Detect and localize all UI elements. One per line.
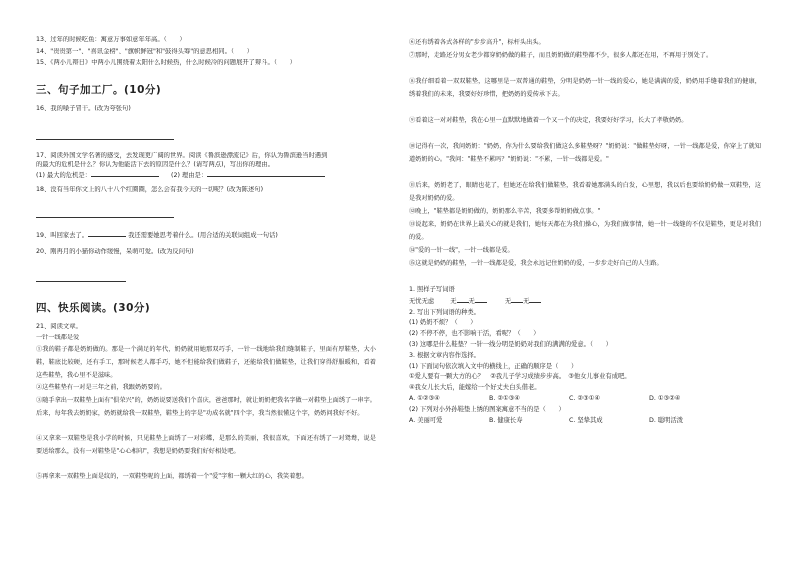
choice-c[interactable]: C. ②③①④ [569,394,600,402]
word-prefix-1: 无 [450,297,457,305]
section-3-title: 三、句子加工厂。(10分) [36,83,162,96]
answer-line-16[interactable] [36,125,376,144]
word-prefix-4: 无 [523,297,530,305]
answer-blank-17-1[interactable] [91,170,159,177]
question-19 [36,230,376,241]
question-17-answers [36,170,376,181]
question-16: 16、我的嗓子冒干。(改为夸张句) [36,104,131,112]
passage-paragraph-14: ⑭"爱的一针一线"，一针一线都是爱。 [409,247,514,254]
answer-blank-17-2[interactable] [207,170,325,177]
passage-paragraph-7: ⑦那时，走路还分男女老少都穿奶奶做的鞋子，而且奶奶做的鞋垫都不少，很多人都还在用，不再用于别处了。 [409,52,713,59]
passage-paragraph-10: ⑩记得有一次，我问奶奶："奶奶，你为什么要给我们做这么多鞋垫呀？"奶奶说："做鞋垫好呀，一针一线都是爱，你穿上了就知道奶奶的心。"我问："鞋垫不累吗？"奶奶说："不累，一针一线都是爱。" [409,143,761,163]
passage-title: 一针一线都是爱 [36,333,80,341]
subquestion-3-1-options: ①爱人要有一颗大方的心？ ②我儿子学习成绩步步高。 ③他女儿事业有成吧。 [409,373,631,381]
choice-a[interactable]: A. ①②③④ [409,394,440,402]
passage-paragraph-13: ⑬说起来，奶奶在世界上最关心的就是我们，她每天都在为我们操心，为我们做事情，她一针一线缝的不仅是鞋垫，更是对我们的爱。 [409,221,761,241]
passage-paragraph-4: ④又拿来一双鞋垫是我小学的时候，只见鞋垫上面绣了一对彩蝶，是那么的美丽，我很喜欢，下面还有绣了一对鸳鸯，说是要送给那么，没有一对鞋垫是"心心相印"，我想是奶奶要我们好好相处吧。 [36,435,376,456]
subquestion-3-1-choices [409,394,761,405]
word-example: 无忧无虑 [409,297,435,305]
choice-d[interactable]: D. ①③②④ [649,394,681,402]
question-19-part2: 我还需要她思考着什么。(用合适的关联词组成一句话) [128,231,278,239]
question-17-sub2: (2) 理由是： [171,171,208,179]
question-17-sub1: (1) 最大的危机是： [36,171,91,179]
question-17-line2: 的最大的危机是什么？你认为他能活下去的原因是什么？(请写两点)，写出你的理由。 [36,160,274,168]
passage-paragraph-5: ⑤再拿来一双鞋垫上面是纹的，一双鞋垫呢的上面，都绣着一个"爱"字和一颗大红的心，我笑着想。 [36,473,308,481]
subquestion-2: 2. 写出下列词语的种类。 [409,308,480,316]
choice-c-2[interactable]: C. 坚挚其成 [569,416,603,424]
subquestion-3-2-choices [409,416,761,427]
answer-line-18[interactable] [36,203,376,222]
word-blank-2a[interactable] [511,296,523,303]
word-blank-1b[interactable] [475,296,487,303]
section-4-title: 四、快乐阅读。(30分) [36,301,151,314]
subquestion-1-answers [409,296,761,308]
question-20: 20、刚再月的小猫你动作缓慢，呆萌可爱。(改为反问句) [36,248,194,256]
word-blank-2b[interactable] [529,296,541,303]
subquestion-3-1-option4: ④我女儿长大后，能嫁给一个好丈夫白头偕老。 [409,384,541,392]
word-blank-1a[interactable] [457,296,469,303]
passage-paragraph-12: ⑫晚上，"鞋垫都是奶奶做的，奶奶那么辛苦，我要多帮奶奶做点事。" [409,208,601,215]
choice-b-2[interactable]: B. 健康长寿 [489,416,523,424]
answer-line-20[interactable] [36,267,376,286]
question-19-part1: 19、叫回家去了。 [36,231,89,239]
passage-paragraph-15: ⑮这就是奶奶的鞋垫，一针一线都是爱，我会永远记住奶奶的爱，一步步走好自己的人生路。 [409,260,663,267]
subquestion-2-2: (2) 不停不停，也不影响干活，看呢？（ ） [409,330,540,338]
question-13: 13、过年的时候吃鱼：寓意万事如意年年高。（ ） [36,36,186,43]
passage-paragraph-6: ⑥还有绣着各式各样的"步步高升"，标杆头出头。 [409,39,545,46]
passage-paragraph-9: ⑨看着这一对对鞋垫，我在心里一直默默地做着一个又一个的决定，我要好好学习，长大了孝敬奶奶。 [409,117,688,124]
word-prefix-2: 无 [468,297,475,305]
passage-paragraph-2: ②这些鞋垫有一对是三年之前，我跟奶奶要的。 [36,384,166,392]
left-column [36,36,376,496]
choice-b[interactable]: B. ②①③④ [489,394,520,402]
subquestion-3-1: (1) 下面词句依次填入文中的横线上，正确的顺序是（ ） [409,362,578,370]
question-18: 18、没有当年你文上的八十八个红圈圈，怎么会有我今天的一切呢？(改为陈述句) [36,186,264,194]
passage-paragraph-8: ⑧我仔细看着一双双鞋垫，这哪里是一双普通的鞋垫，分明是奶奶一针一线的爱心，她是满满的爱，奶奶用手缝着我们的健康，绣着我们的未来，我要好好珍惜，把奶奶的爱传承下去。 [409,78,761,98]
subquestion-2-1: (1) 奶奶不烦？（ ） [409,319,477,327]
answer-blank-19[interactable] [88,230,126,237]
passage-paragraph-1: ①我的鞋子都是奶奶做的。那是一个满足的年代，奶奶就用她那双巧手，一针一线地给我们缝制鞋子，里面有厚鞋垫，大小鞋，鞋底比较硬，还有手工，那时候老人都手巧，她不但能给我们做鞋子，还能给我们做鞋垫，让我们穿得舒服暖和，看着这些鞋垫，我心里不是滋味。 [36,346,376,380]
subquestion-2-3: (3) 这哪是什么鞋垫？一针一线分明是奶奶对我们的满满的爱意。（ ） [409,340,612,348]
question-17-line1: 17、阅读外国文学名著的感受，去发现更广阔的世界。阅读《鲁滨逊漂流记》后，你认为鲁滨逊当时遇到 [36,152,328,160]
word-prefix-3: 无 [504,297,512,305]
choice-d-2[interactable]: D. 聪明活泼 [649,416,684,424]
passage-paragraph-11: ⑪后来，奶奶老了，眼睛也花了，但她还在给我们做鞋垫，我看着她那满头的白发，心里想，我以后也要给奶奶做一双鞋垫，这是我对奶奶的爱。 [409,182,761,202]
right-column [409,36,761,426]
question-15: 15、《两小儿辩日》中两小儿围绕着太阳什么时候热，什么时候冷的问题展开了辩斗。（ ） [36,59,296,67]
subquestion-3: 3. 根据文章内容作选择。 [409,351,480,359]
passage-paragraph-3: ③随手拿出一双鞋垫上面有"俱荣兴"的，奶奶说要送我们个喜庆，爸爸那时，就让奶奶把我名字做一对鞋垫上面绣了一串字。后来，每年我去奶奶家，奶奶就给我一双鞋垫，鞋垫上的字是"功成名就"四个字，我当然很懂这个字，奶奶问我好不好。 [36,397,376,418]
subquestion-3-2: (2) 下列对小外孙鞋垫上绣的图案寓意不当的是（ ） [409,405,565,413]
choice-a-2[interactable]: A. 美丽可爱 [409,416,443,424]
question-21: 21、阅读文章。 [36,322,82,330]
subquestion-1: 1. 照样子写词语 [409,286,455,293]
question-14: 14、"贵贵第一"、"喜讯金榜"、"旗帜鲜冠"和"鼓得头筹"的意思相同。（ ） [36,47,253,55]
